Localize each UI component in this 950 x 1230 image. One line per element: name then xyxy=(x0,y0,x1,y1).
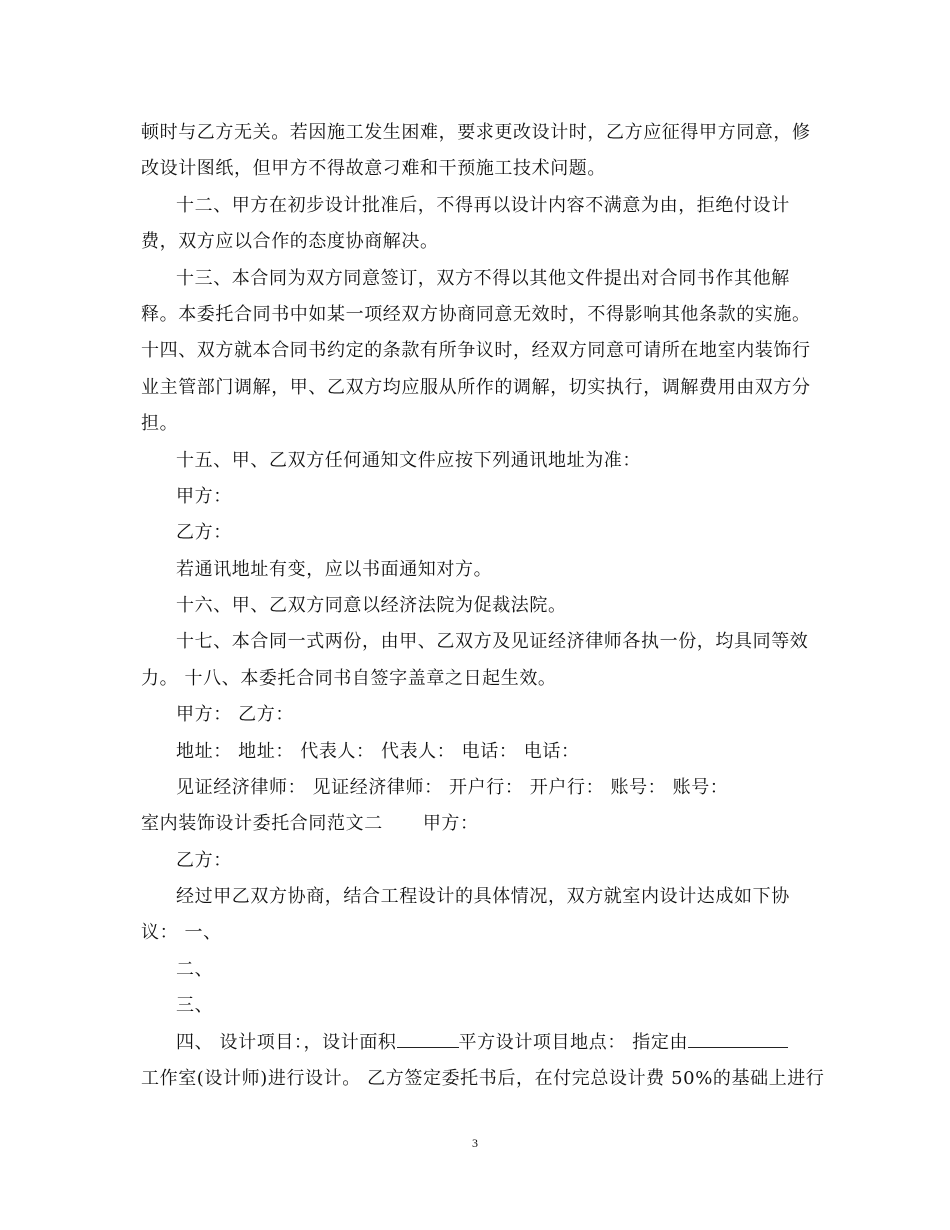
text-line: 力。 十八、本委托合同书自签字盖章之日起生效。 xyxy=(141,668,557,689)
text-line: 见证经济律师： 见证经济律师： 开户行： 开户行： 账号： 账号： xyxy=(176,777,729,798)
text-line: 乙方： xyxy=(176,522,232,543)
text-line: 工作室(设计师)进行设计。 乙方签定委托书后，在付完总设计费 50%的基础上进行 xyxy=(141,1068,825,1089)
text-line: 费，双方应以合作的态度协商解决。 xyxy=(141,231,439,252)
clause-text: 四、 设计项目：，设计面积 xyxy=(176,1032,397,1053)
text-line: 甲方： 乙方： xyxy=(176,704,294,725)
text-line: 改设计图纸，但甲方不得故意刁难和干预施工技术问题。 xyxy=(141,158,606,179)
text-line: 地址： 地址： 代表人： 代表人： 电话： 电话： xyxy=(176,741,580,762)
text-line: 甲方： xyxy=(176,486,232,507)
text-line: 乙方： xyxy=(176,850,232,871)
text-line: 十三、本合同为双方同意签订，双方不得以其他文件提出对合同书作其他解 xyxy=(176,268,790,289)
text-line: 释。本委托合同书中如某一项经双方协商同意无效时，不得影响其他条款的实施。 xyxy=(141,304,811,325)
clause-text: 平方设计项目地点： 指定由 xyxy=(458,1032,689,1053)
page-number: 3 xyxy=(472,1136,478,1150)
text-line: 十四、双方就本合同书约定的条款有所争议时，经双方同意可请所在地室内装饰行 xyxy=(141,340,811,361)
text-line: 十六、甲、乙双方同意以经济法院为促裁法院。 xyxy=(176,595,567,616)
text-line: 议： 一、 xyxy=(141,922,222,943)
text-line: 十七、本合同一式两份，由甲、乙双方及见证经济律师各执一份，均具同等效 xyxy=(176,631,809,652)
text-line: 十二、甲方在初步设计批准后，不得再以设计内容不满意为由，拒绝付设计 xyxy=(176,195,790,216)
fill-blank xyxy=(688,1031,788,1048)
party-a-label: 甲方： xyxy=(422,813,479,834)
text-line: 若通讯地址有变，应以书面通知对方。 xyxy=(176,559,493,580)
text-line xyxy=(176,1031,866,1055)
text-line: 二、 xyxy=(176,959,214,980)
section-title: 室内装饰设计委托合同范文二 xyxy=(141,813,383,834)
text-line: 担。 xyxy=(141,413,179,434)
text-line: 十五、甲、乙双方任何通知文件应按下列通讯地址为准： xyxy=(176,450,641,471)
fill-blank xyxy=(397,1031,459,1048)
text-line: 三、 xyxy=(176,995,214,1016)
text-line: 经过甲乙双方协商，结合工程设计的具体情况，双方就室内设计达成如下协 xyxy=(176,886,790,907)
text-line xyxy=(141,812,831,836)
text-line: 顿时与乙方无关。若因施工发生困难，要求更改设计时，乙方应征得甲方同意，修 xyxy=(141,122,811,143)
text-line: 业主管部门调解，甲、乙双方均应服从所作的调解，切实执行，调解费用由双方分 xyxy=(141,377,811,398)
